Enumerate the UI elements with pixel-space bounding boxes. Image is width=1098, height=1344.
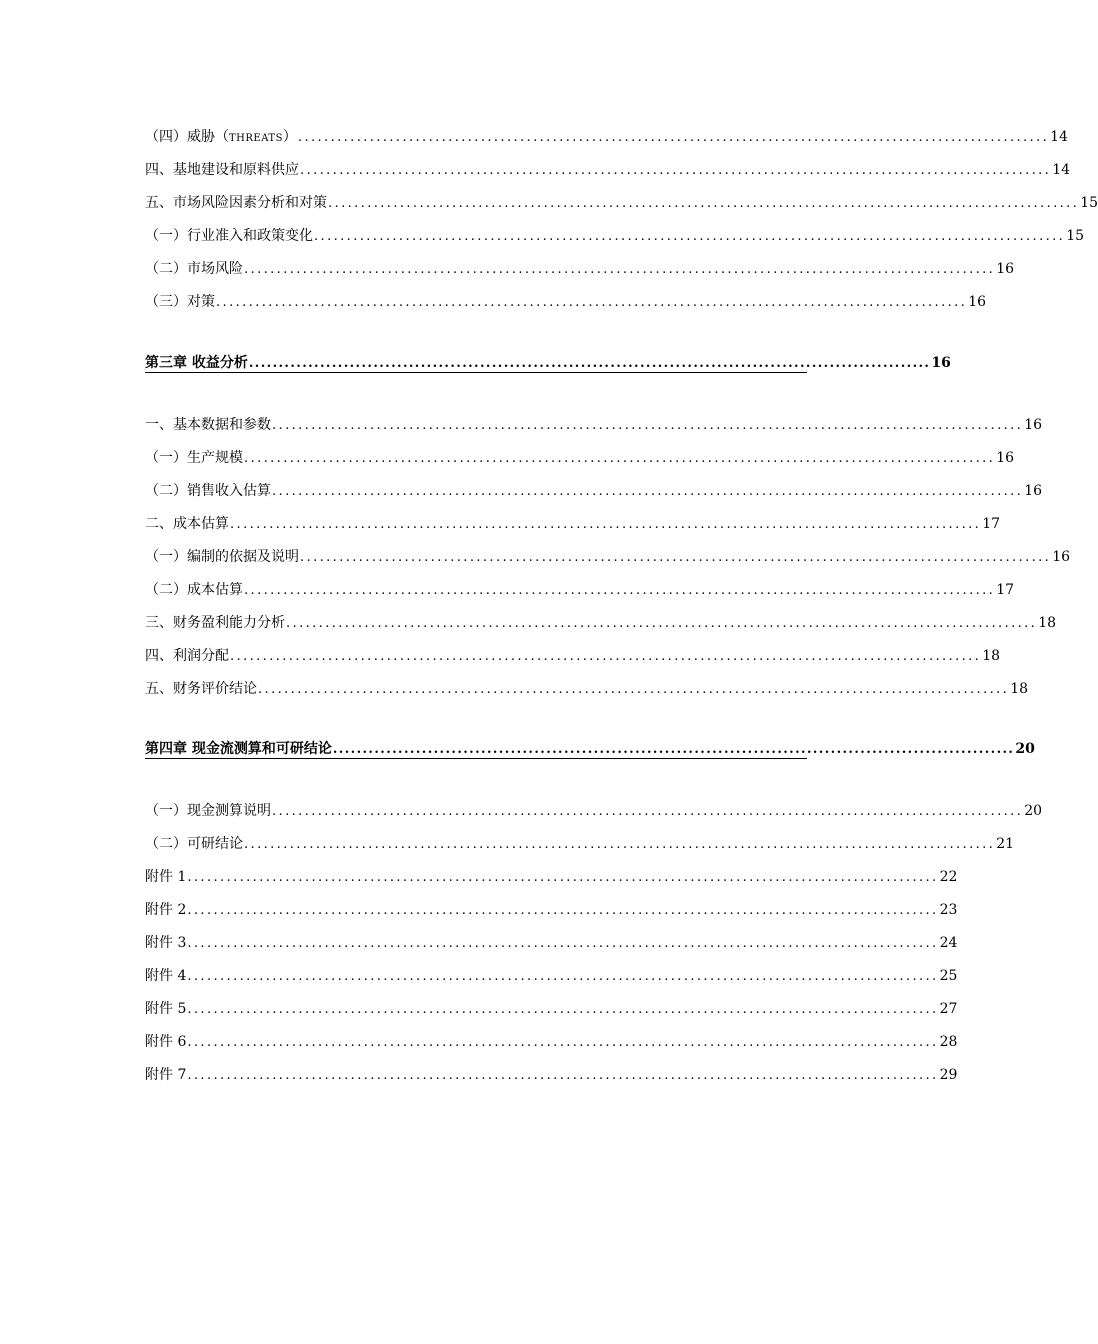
toc-entry-appendix[interactable] (145, 934, 958, 953)
dot-leader: ................................................................................................................... (187, 1068, 939, 1083)
dot-leader: ................................................................................................................... (332, 742, 1015, 757)
toc-page-number: 15 (1066, 228, 1085, 244)
toc-page-number: 15 (1080, 195, 1098, 211)
dot-leader: ................................................................................................................... (216, 295, 968, 310)
toc-entry-label: 二、成本估算 (145, 516, 229, 532)
toc-entry[interactable] (145, 416, 1043, 435)
toc-entry-label: （二）可研结论 (145, 836, 243, 852)
toc-entry[interactable] (145, 194, 1098, 213)
toc-entry-label: 附件 6 (145, 1034, 187, 1050)
toc-page-number: 18 (982, 648, 1001, 664)
toc-page-number: 20 (1015, 741, 1035, 757)
toc-entry[interactable] (145, 614, 1057, 633)
toc-page-number: 22 (939, 869, 958, 885)
toc-page-number: 27 (939, 1001, 958, 1017)
dot-leader: ................................................................................................................... (230, 649, 982, 664)
dot-leader: ................................................................................................................... (272, 804, 1024, 819)
dot-leader: ................................................................................................................... (244, 583, 996, 598)
toc-entry-appendix[interactable] (145, 1033, 958, 1052)
toc-entry-label: （一）编制的依据及说明 (145, 549, 299, 565)
toc-entry[interactable] (145, 548, 1071, 567)
toc-page-number: 17 (982, 516, 1001, 532)
toc-entry-appendix[interactable] (145, 1000, 958, 1019)
toc-entry-label: 一、基本数据和参数 (145, 417, 271, 433)
toc-entry-appendix[interactable] (145, 967, 958, 986)
toc-page-number: 16 (1024, 417, 1043, 433)
dot-leader: ................................................................................................................... (244, 451, 996, 466)
toc-entry-label: 附件 7 (145, 1067, 187, 1083)
toc-entry-label: （二）成本估算 (145, 582, 243, 598)
toc-page-number: 17 (996, 582, 1015, 598)
dot-leader: ................................................................................................................... (258, 682, 1010, 697)
toc-page-number: 16 (996, 261, 1015, 277)
toc-entry-label: （一）行业准入和政策变化 (145, 228, 313, 244)
toc-entry-label: （二）销售收入估算 (145, 483, 271, 499)
dot-leader: ................................................................................................................... (187, 1035, 939, 1050)
toc-page-number: 16 (1024, 483, 1043, 499)
toc-entry-label: 五、财务评价结论 (145, 681, 257, 697)
toc-chapter-entry[interactable] (145, 741, 1035, 759)
toc-entry[interactable] (145, 227, 1085, 246)
dot-leader: ................................................................................................................... (187, 969, 939, 984)
toc-page-number: 16 (996, 450, 1015, 466)
toc-page-number: 29 (939, 1067, 958, 1083)
toc-page-number: 14 (1052, 162, 1071, 178)
toc-page-number: 16 (968, 294, 987, 310)
toc-entry-label: 附件 2 (145, 902, 187, 918)
toc-page-number: 24 (939, 935, 958, 951)
toc-entry-label: 四、基地建设和原料供应 (145, 162, 299, 178)
toc-entry[interactable] (145, 449, 1015, 468)
toc-entry-label: （一）生产规模 (145, 450, 243, 466)
toc-page-number: 16 (1052, 549, 1071, 565)
toc-entry-label: （二）市场风险 (145, 261, 243, 277)
dot-leader: ................................................................................................................... (314, 229, 1066, 244)
toc-entry-label: 第四章 现金流测算和可研结论 (145, 741, 332, 757)
toc-entry[interactable] (145, 647, 1001, 666)
dot-leader: ................................................................................................................... (230, 517, 982, 532)
toc-page-number: 21 (996, 836, 1015, 852)
toc-entry[interactable] (145, 581, 1015, 600)
toc-entry-appendix[interactable] (145, 901, 958, 920)
toc-entry-appendix[interactable] (145, 1066, 958, 1085)
dot-leader: ................................................................................................................... (328, 196, 1080, 211)
toc-entry[interactable] (145, 802, 1043, 821)
toc-entry-label: （一）现金测算说明 (145, 803, 271, 819)
dot-leader: ................................................................................................................... (300, 163, 1052, 178)
toc-entry-label: 四、利润分配 (145, 648, 229, 664)
dot-leader: ................................................................................................................... (300, 550, 1052, 565)
toc-entry[interactable] (145, 515, 1001, 534)
toc-entry[interactable] (145, 293, 987, 312)
dot-leader: ................................................................................................................... (286, 616, 1038, 631)
toc-entry[interactable] (145, 260, 1015, 279)
toc-entry[interactable] (145, 482, 1043, 501)
toc-entry-threats[interactable] (145, 128, 1068, 148)
toc-entry-label: 附件 3 (145, 935, 187, 951)
toc-page-number: 20 (1024, 803, 1043, 819)
toc-page-number: 18 (1038, 615, 1057, 631)
dot-leader: ................................................................................................................... (187, 936, 939, 951)
dot-leader: ................................................................................................................... (244, 837, 996, 852)
dot-leader: ................................................................................................................... (297, 130, 1050, 145)
toc-entry-label: 附件 4 (145, 968, 187, 984)
dot-leader: ................................................................................................................... (272, 484, 1024, 499)
toc-entry-label: 第三章 收益分析 (145, 355, 248, 371)
toc-page-number: 16 (931, 355, 951, 371)
toc-entry-appendix[interactable] (145, 868, 958, 887)
toc-entry-label: 附件 1 (145, 869, 187, 885)
toc-entry-label: 三、财务盈利能力分析 (145, 615, 285, 631)
toc-entry[interactable] (145, 835, 1015, 854)
toc-page-number: 28 (939, 1034, 958, 1050)
dot-leader: ................................................................................................................... (187, 1002, 939, 1017)
toc-entry-label: （四）威胁（THREATS） (145, 129, 297, 145)
toc-entry[interactable] (145, 161, 1071, 180)
dot-leader: ................................................................................................................... (244, 262, 996, 277)
toc-entry[interactable] (145, 680, 1029, 699)
dot-leader: ................................................................................................................... (248, 356, 931, 371)
dot-leader: ................................................................................................................... (187, 870, 939, 885)
toc-page-number: 23 (939, 902, 958, 918)
toc-entry-label: 五、市场风险因素分析和对策 (145, 195, 327, 211)
dot-leader: ................................................................................................................... (187, 903, 939, 918)
toc-entry-label: 附件 5 (145, 1001, 187, 1017)
toc-entry-label: （三）对策 (145, 294, 215, 310)
toc-page-number: 18 (1010, 681, 1029, 697)
toc-page-number: 14 (1050, 129, 1068, 145)
toc-page-number: 25 (939, 968, 958, 984)
toc-chapter-entry[interactable] (145, 355, 951, 373)
dot-leader: ................................................................................................................... (272, 418, 1024, 433)
